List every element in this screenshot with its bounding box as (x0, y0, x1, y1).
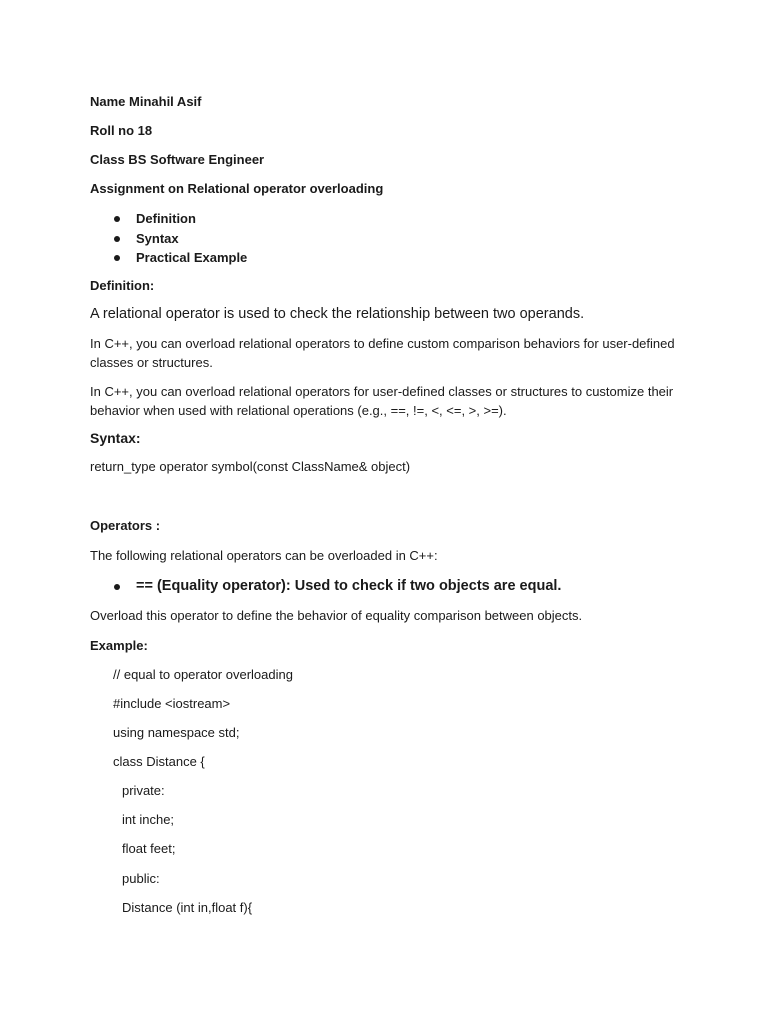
definition-paragraph-2: In C++, you can overload relational operators for user-defined classes or structures to customize their behavior when used with relational operations (e.g., ==, !=, <, <=, >, >=). (90, 384, 674, 418)
definition-paragraph-1: In C++, you can overload relational operators to define custom comparison behaviors for user-defined classes or structures. (90, 336, 675, 370)
list-item (90, 211, 247, 231)
code-line: // equal to operator overloading (113, 667, 293, 682)
bullet-icon (114, 216, 120, 222)
definition-heading: Definition: (90, 278, 155, 293)
topic-label: Definition (136, 211, 196, 226)
bullet-icon (114, 584, 120, 590)
definition-lead: A relational operator is used to check the relationship between two operands. (90, 306, 585, 322)
code-line: class Distance { (113, 754, 205, 769)
topics-list (90, 211, 247, 270)
syntax-heading: Syntax: (90, 430, 141, 446)
code-line: public: (122, 871, 160, 886)
code-line: Distance (int in,float f){ (122, 900, 253, 915)
equality-description: Overload this operator to define the behavior of equality comparison between objects. (90, 608, 583, 623)
list-item (90, 231, 247, 251)
bullet-icon (114, 236, 120, 242)
code-line: private: (122, 783, 165, 798)
bullet-icon (114, 255, 120, 261)
example-heading: Example: (90, 638, 148, 653)
code-line: float feet; (122, 841, 176, 856)
code-line: using namespace std; (113, 725, 240, 740)
roll-number: Roll no 18 (90, 123, 153, 138)
class-line: Class BS Software Engineer (90, 152, 265, 167)
list-item (90, 250, 247, 270)
topic-label: Practical Example (136, 250, 248, 265)
operators-heading: Operators : (90, 518, 161, 533)
topic-label: Syntax (136, 230, 179, 246)
student-name: Name Minahil Asif (90, 94, 202, 109)
assignment-title: Assignment on Relational operator overloading (90, 181, 384, 196)
code-line: int inche; (122, 812, 175, 827)
equality-operator-bullet: == (Equality operator): Used to check if two objects are equal. (136, 578, 562, 594)
syntax-line: return_type operator symbol(const ClassName& object) (90, 459, 411, 474)
operators-intro: The following relational operators can be overloaded in C++: (90, 548, 438, 563)
code-line: #include <iostream> (113, 696, 231, 711)
